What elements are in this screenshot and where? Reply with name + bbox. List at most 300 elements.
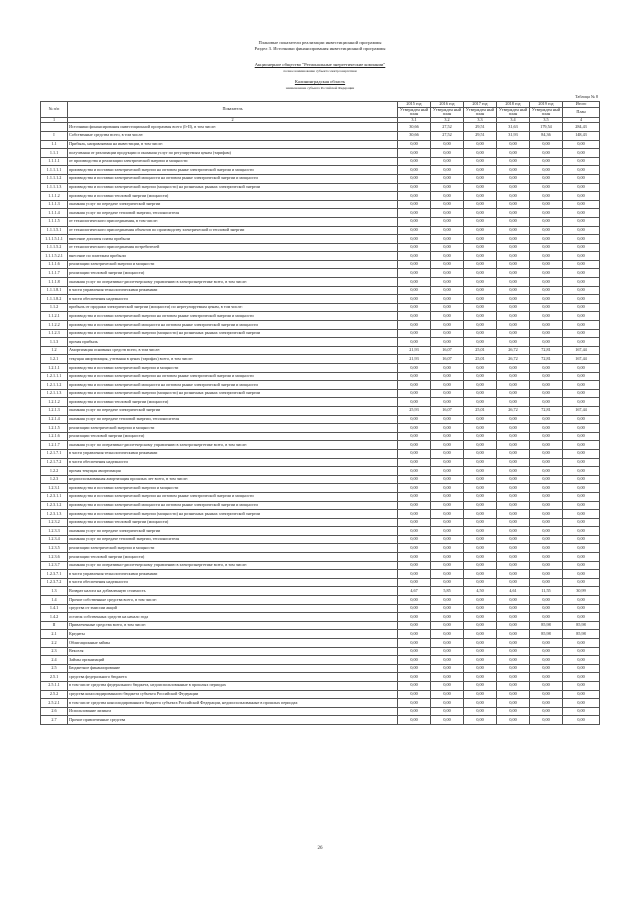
- row-value: 0,00: [530, 338, 563, 347]
- row-number: 1.1.2: [41, 303, 68, 312]
- row-value: 0,00: [398, 226, 431, 235]
- row-value: 0,00: [464, 312, 497, 321]
- row-value: 0,00: [398, 260, 431, 269]
- row-value: 85,98: [563, 630, 600, 639]
- row-value: 0,00: [530, 492, 563, 501]
- row-value: 0,00: [563, 226, 600, 235]
- row-value: 0,00: [563, 140, 600, 149]
- row-value: 21,93: [398, 346, 431, 355]
- row-value: 0,00: [464, 458, 497, 467]
- row-indicator: производства и поставки тепловой энергии (мощности): [68, 398, 398, 407]
- table-row: [41, 226, 600, 235]
- row-value: 29,51: [464, 123, 497, 132]
- column-index: 3.1: [398, 117, 431, 123]
- row-value: 0,00: [497, 561, 530, 570]
- row-value: 85,98: [563, 621, 600, 630]
- table-row: [41, 364, 600, 373]
- row-value: 0,00: [464, 656, 497, 665]
- table-number: Таблица № 8: [575, 94, 598, 99]
- row-value: 0,00: [497, 286, 530, 295]
- table-row: [41, 467, 600, 476]
- row-value: 0,00: [464, 639, 497, 648]
- row-value: 0,00: [530, 673, 563, 682]
- row-value: 0,00: [530, 716, 563, 725]
- row-value: 0,00: [464, 398, 497, 407]
- row-value: 0,00: [530, 604, 563, 613]
- row-indicator: производства и поставки тепловой энергии (мощности): [68, 518, 398, 527]
- row-value: 72,81: [530, 346, 563, 355]
- row-value: 0,00: [431, 639, 464, 648]
- row-value: 0,00: [464, 432, 497, 441]
- column-subheader-approved: Утвержден ный план: [464, 107, 497, 117]
- row-indicator: оказания услуг по передаче тепловой энергии, теплоносителя: [68, 209, 398, 218]
- row-number: 1.1.1.1.1: [41, 166, 68, 175]
- row-indicator: Векселя: [68, 647, 398, 656]
- row-number: 1.1.1.7: [41, 269, 68, 278]
- row-number: 1.2.1.4: [41, 415, 68, 424]
- row-value: 0,00: [431, 578, 464, 587]
- table-row: [41, 260, 600, 269]
- row-indicator: производства и поставки электрической энергии (мощности) на розничных рынках электрической энергии: [68, 389, 398, 398]
- row-value: 0,00: [431, 338, 464, 347]
- row-indicator: Бюджетное финансирование: [68, 664, 398, 673]
- row-number: 2.5: [41, 664, 68, 673]
- row-value: 0,00: [431, 192, 464, 201]
- row-value: 0,00: [464, 303, 497, 312]
- row-value: 0,00: [398, 544, 431, 553]
- row-number: 1.2.1.7: [41, 441, 68, 450]
- row-value: 0,00: [563, 501, 600, 510]
- row-indicator: Займы организаций: [68, 656, 398, 665]
- row-indicator: Прибыль, направляемая на инвестиции, в том числе:: [68, 140, 398, 149]
- row-value: 0,00: [563, 260, 600, 269]
- row-value: 30,66: [398, 131, 431, 140]
- row-value: 0,00: [563, 183, 600, 192]
- row-value: 0,00: [398, 690, 431, 699]
- row-value: 0,00: [497, 364, 530, 373]
- row-value: 0,00: [431, 501, 464, 510]
- row-value: 0,00: [530, 389, 563, 398]
- row-indicator: средства консолидированного бюджета субъекта Российской Федерации: [68, 690, 398, 699]
- row-value: 0,00: [464, 166, 497, 175]
- row-value: 0,00: [563, 475, 600, 484]
- row-value: 0,00: [530, 613, 563, 622]
- table-row: [41, 209, 600, 218]
- column-index: 3.4: [497, 117, 530, 123]
- table-row: [41, 312, 600, 321]
- table-row: [41, 458, 600, 467]
- row-value: 0,00: [431, 475, 464, 484]
- row-value: 0,00: [464, 578, 497, 587]
- row-value: 0,00: [464, 681, 497, 690]
- row-value: 0,00: [464, 449, 497, 458]
- row-value: 0,00: [530, 217, 563, 226]
- row-value: 0,00: [398, 699, 431, 708]
- row-value: 0,00: [398, 174, 431, 183]
- row-value: 0,00: [398, 209, 431, 218]
- table-row: [41, 596, 600, 605]
- row-number: 1.2: [41, 346, 68, 355]
- row-value: 0,00: [530, 518, 563, 527]
- row-value: 0,00: [464, 664, 497, 673]
- row-indicator: полученная от реализации продукции и оказания услуг по регулируемым ценам (тарифам): [68, 149, 398, 158]
- row-value: 0,00: [530, 174, 563, 183]
- table-row: [41, 432, 600, 441]
- row-indicator: производства и поставки электрической энергии на оптовом рынке электрической энергии и мощности: [68, 312, 398, 321]
- row-value: 0,00: [431, 398, 464, 407]
- row-value: 0,00: [563, 441, 600, 450]
- row-indicator: оказания услуг по оперативно-диспетчерскому управлению в электроэнергетике всего, в том числе:: [68, 441, 398, 450]
- row-indicator: остаток собственных средств на начало года: [68, 613, 398, 622]
- row-value: 0,00: [464, 157, 497, 166]
- row-value: 0,00: [497, 226, 530, 235]
- row-value: 0,00: [497, 415, 530, 424]
- row-indicator: оказания услуг по передаче электрической энергии: [68, 527, 398, 536]
- row-value: 0,00: [530, 415, 563, 424]
- row-number: 1.4: [41, 596, 68, 605]
- row-number: 1.1.1.1: [41, 157, 68, 166]
- row-value: 0,00: [563, 544, 600, 553]
- row-value: 0,00: [431, 140, 464, 149]
- row-value: 0,00: [530, 381, 563, 390]
- row-indicator: Облигационные займы: [68, 639, 398, 648]
- row-value: 0,00: [563, 458, 600, 467]
- row-value: 0,00: [530, 458, 563, 467]
- row-number: 1.2.3: [41, 475, 68, 484]
- row-value: 0,00: [398, 278, 431, 287]
- row-value: 0,00: [497, 252, 530, 261]
- row-value: 0,00: [398, 269, 431, 278]
- row-value: 0,00: [464, 492, 497, 501]
- row-number: 1.2.3.7.2: [41, 578, 68, 587]
- row-value: 0,00: [497, 295, 530, 304]
- row-number: 1.1.1.5.2: [41, 243, 68, 252]
- row-number: [41, 123, 68, 132]
- row-value: 0,00: [530, 527, 563, 536]
- row-value: 0,00: [530, 639, 563, 648]
- row-value: 0,00: [464, 200, 497, 209]
- row-number: 1.1.1.5.1.1: [41, 235, 68, 244]
- row-indicator: средства от эмиссии акций: [68, 604, 398, 613]
- row-value: 0,00: [563, 415, 600, 424]
- row-value: 0,00: [431, 329, 464, 338]
- row-indicator: производства и поставки электрической энергии и мощности: [68, 484, 398, 493]
- row-value: 0,00: [464, 535, 497, 544]
- row-value: 0,00: [563, 372, 600, 381]
- row-value: 0,00: [497, 544, 530, 553]
- table-row: [41, 278, 600, 287]
- row-indicator: от технологического присоединения объектов по производству электрической и тепловой энергии: [68, 226, 398, 235]
- table-row: [41, 183, 600, 192]
- row-indicator: в том числе средства консолидированного бюджета субъекта Российской Федерации, недоиспользованные в прошлых периодах: [68, 699, 398, 708]
- row-value: 0,00: [431, 544, 464, 553]
- row-value: 31,63: [497, 123, 530, 132]
- row-value: 0,00: [563, 303, 600, 312]
- row-number: 2.5.1.1: [41, 681, 68, 690]
- row-value: 0,00: [431, 570, 464, 579]
- row-number: 1.2.3.7: [41, 561, 68, 570]
- row-value: 0,00: [464, 235, 497, 244]
- row-value: 0,00: [497, 664, 530, 673]
- sources-table: [40, 101, 600, 725]
- row-value: 0,00: [464, 596, 497, 605]
- row-value: 27,52: [431, 123, 464, 132]
- column-subheader-approved: Утвержден ный план: [398, 107, 431, 117]
- table-row: [41, 630, 600, 639]
- row-value: 0,00: [563, 699, 600, 708]
- row-number: 1.1.1: [41, 149, 68, 158]
- row-indicator: Источники финансирования инвестиционной программы всего (I+II), в том числе:: [68, 123, 398, 132]
- row-value: 0,00: [530, 570, 563, 579]
- row-value: 4,61: [497, 587, 530, 596]
- row-number: 2.5.2.1: [41, 699, 68, 708]
- row-value: 85,98: [530, 621, 563, 630]
- row-number: 1.1.1.8.1: [41, 286, 68, 295]
- row-value: 0,00: [563, 312, 600, 321]
- row-value: 16,07: [431, 346, 464, 355]
- row-value: 0,00: [563, 252, 600, 261]
- row-value: 0,00: [398, 518, 431, 527]
- column-header-indicator: Показатель: [68, 102, 398, 118]
- row-number: 1.2.3.1.1: [41, 492, 68, 501]
- row-value: 0,00: [497, 243, 530, 252]
- row-value: 0,00: [530, 441, 563, 450]
- row-value: 0,00: [431, 157, 464, 166]
- row-indicator: производства и поставки электрической энергии на оптовом рынке электрической энергии и мощности: [68, 492, 398, 501]
- table-row: [41, 578, 600, 587]
- row-value: 25,01: [464, 406, 497, 415]
- row-value: 0,00: [497, 484, 530, 493]
- row-indicator: оказания услуг по оперативно-диспетчерскому управлению в электроэнергетике всего, в том числе:: [68, 561, 398, 570]
- column-header-number: № п/п: [41, 102, 68, 118]
- row-value: 0,00: [464, 183, 497, 192]
- table-row: [41, 656, 600, 665]
- row-value: 0,00: [530, 596, 563, 605]
- row-value: 0,00: [431, 432, 464, 441]
- row-value: 0,00: [530, 226, 563, 235]
- column-subheader-approved: Утвержден ный план: [497, 107, 530, 117]
- row-number: 1.1.1.8: [41, 278, 68, 287]
- row-number: I: [41, 131, 68, 140]
- row-value: 0,00: [530, 235, 563, 244]
- row-indicator: прибыль от продажи электрической энергии (мощности) по нерегулируемым ценам, в том числе:: [68, 303, 398, 312]
- row-value: 0,00: [530, 329, 563, 338]
- row-value: 0,00: [431, 372, 464, 381]
- row-value: 0,00: [464, 321, 497, 330]
- row-value: 0,00: [497, 716, 530, 725]
- row-number: 2.2: [41, 639, 68, 648]
- row-indicator: реализации электрической энергии и мощности: [68, 424, 398, 433]
- column-index: 3.5: [530, 117, 563, 123]
- row-indicator: реализации тепловой энергии (мощности): [68, 269, 398, 278]
- row-indicator: внесение по платежам прибыли: [68, 252, 398, 261]
- row-value: 0,00: [497, 501, 530, 510]
- row-value: 0,00: [398, 381, 431, 390]
- table-row: [41, 613, 600, 622]
- row-value: 0,00: [464, 389, 497, 398]
- row-indicator: оказания услуг по передаче электрической энергии: [68, 406, 398, 415]
- table-row: [41, 415, 600, 424]
- row-indicator: производства и поставки электрической мощности на оптовом рынке электрической энергии и мощности: [68, 174, 398, 183]
- row-indicator: в части управления технологическими режимами: [68, 286, 398, 295]
- row-value: 26,72: [497, 406, 530, 415]
- row-value: 0,00: [563, 424, 600, 433]
- row-value: 0,00: [398, 475, 431, 484]
- row-value: 0,00: [497, 398, 530, 407]
- row-number: 1.1: [41, 140, 68, 149]
- row-value: 0,00: [398, 535, 431, 544]
- row-value: 0,00: [497, 699, 530, 708]
- table-row: [41, 673, 600, 682]
- row-value: 0,00: [563, 192, 600, 201]
- row-value: 0,00: [497, 458, 530, 467]
- row-value: 0,00: [497, 535, 530, 544]
- row-value: 0,00: [530, 501, 563, 510]
- row-value: 0,00: [431, 681, 464, 690]
- row-value: 0,00: [563, 604, 600, 613]
- row-indicator: Амортизация основных средств всего, в том числе:: [68, 346, 398, 355]
- row-value: 0,00: [497, 553, 530, 562]
- row-value: 0,00: [398, 681, 431, 690]
- row-value: 0,00: [563, 338, 600, 347]
- table-row: [41, 381, 600, 390]
- row-value: 0,00: [464, 673, 497, 682]
- row-value: 0,00: [530, 553, 563, 562]
- row-value: 0,00: [497, 312, 530, 321]
- row-value: 0,00: [431, 441, 464, 450]
- row-value: 0,00: [497, 140, 530, 149]
- table-row: [41, 699, 600, 708]
- row-indicator: оказания услуг по передаче тепловой энергии, теплоносителя: [68, 535, 398, 544]
- row-value: 0,00: [497, 157, 530, 166]
- row-number: 1.2.1.1.2: [41, 381, 68, 390]
- row-value: 0,00: [431, 716, 464, 725]
- row-indicator: средства федерального бюджета: [68, 673, 398, 682]
- table-row: [41, 441, 600, 450]
- row-indicator: Использование лизинга: [68, 707, 398, 716]
- table-row: [41, 166, 600, 175]
- row-value: 0,00: [497, 656, 530, 665]
- row-value: 0,00: [563, 639, 600, 648]
- row-value: 0,00: [497, 389, 530, 398]
- row-number: 1.2.1: [41, 355, 68, 364]
- row-value: 0,00: [464, 699, 497, 708]
- row-value: 0,00: [431, 260, 464, 269]
- row-value: 167,44: [563, 355, 600, 364]
- row-indicator: текущая амортизация, учтенная в ценах (тарифах) всего, в том числе:: [68, 355, 398, 364]
- row-value: 0,00: [464, 621, 497, 630]
- row-value: 0,00: [431, 389, 464, 398]
- row-value: 0,00: [563, 656, 600, 665]
- row-value: 0,00: [464, 295, 497, 304]
- row-value: 0,00: [563, 492, 600, 501]
- row-value: 0,00: [497, 372, 530, 381]
- row-value: 0,00: [563, 518, 600, 527]
- row-value: 0,00: [398, 570, 431, 579]
- row-value: 0,00: [431, 286, 464, 295]
- row-value: 0,00: [431, 217, 464, 226]
- table-row: [41, 681, 600, 690]
- row-value: 0,00: [530, 656, 563, 665]
- row-value: 0,00: [464, 424, 497, 433]
- row-value: 0,00: [431, 449, 464, 458]
- row-value: 0,00: [464, 690, 497, 699]
- row-value: 0,00: [497, 475, 530, 484]
- row-value: 21,93: [398, 355, 431, 364]
- row-indicator: Собственные средства всего, в том числе:: [68, 131, 398, 140]
- row-value: 0,00: [464, 329, 497, 338]
- row-number: 1.4.2: [41, 613, 68, 622]
- row-value: 0,00: [464, 707, 497, 716]
- row-value: 0,00: [530, 278, 563, 287]
- row-value: 0,00: [431, 527, 464, 536]
- row-value: 0,00: [563, 389, 600, 398]
- row-number: 1.1.1.5.1: [41, 226, 68, 235]
- row-value: 0,00: [431, 604, 464, 613]
- row-value: 0,00: [530, 484, 563, 493]
- row-value: 0,00: [398, 252, 431, 261]
- table-row: [41, 200, 600, 209]
- row-value: 30,99: [563, 587, 600, 596]
- row-value: 0,00: [530, 424, 563, 433]
- row-value: 0,00: [464, 716, 497, 725]
- row-value: 0,00: [398, 235, 431, 244]
- header-line-2: Раздел 3. Источники финансирования инвестиционной программы: [254, 46, 386, 51]
- row-value: 0,00: [497, 192, 530, 201]
- row-indicator: производства и поставки электрической энергии (мощности) на розничных рынках электрической энергии: [68, 329, 398, 338]
- column-header-year: 2017 год: [464, 102, 497, 108]
- table-row: [41, 131, 600, 140]
- row-value: 0,00: [530, 535, 563, 544]
- row-value: 0,00: [563, 527, 600, 536]
- row-value: 0,00: [497, 467, 530, 476]
- row-indicator: производства и поставки электрической мощности на оптовом рынке электрической энергии и мощности: [68, 381, 398, 390]
- row-indicator: в том числе средства федерального бюджета, недоиспользованные в прошлых периодах: [68, 681, 398, 690]
- table-row: [41, 286, 600, 295]
- row-value: 167,44: [563, 406, 600, 415]
- row-value: 0,00: [431, 174, 464, 183]
- row-value: 0,00: [497, 174, 530, 183]
- row-number: 2.7: [41, 716, 68, 725]
- row-value: 30,66: [398, 123, 431, 132]
- table-row: [41, 398, 600, 407]
- row-value: 0,00: [497, 269, 530, 278]
- row-value: 0,00: [497, 260, 530, 269]
- row-value: 0,00: [563, 673, 600, 682]
- row-value: 0,00: [563, 510, 600, 519]
- row-value: 0,00: [398, 432, 431, 441]
- row-value: 0,00: [431, 321, 464, 330]
- table-row: [41, 501, 600, 510]
- row-number: 2.5.1: [41, 673, 68, 682]
- row-value: 0,00: [530, 647, 563, 656]
- row-value: 0,00: [530, 690, 563, 699]
- row-value: 11,55: [530, 587, 563, 596]
- table-row: [41, 406, 600, 415]
- row-value: 0,00: [398, 364, 431, 373]
- row-value: 0,00: [497, 209, 530, 218]
- row-value: 0,00: [398, 200, 431, 209]
- row-value: 0,00: [398, 329, 431, 338]
- row-indicator: реализации электрической энергии и мощности: [68, 260, 398, 269]
- row-value: 0,00: [563, 553, 600, 562]
- row-indicator: реализации тепловой энергии (мощности): [68, 432, 398, 441]
- row-indicator: производства и поставки электрической энергии и мощности: [68, 364, 398, 373]
- row-value: 0,00: [563, 295, 600, 304]
- row-value: 0,00: [497, 321, 530, 330]
- row-number: 1.2.1.2: [41, 398, 68, 407]
- row-number: II: [41, 621, 68, 630]
